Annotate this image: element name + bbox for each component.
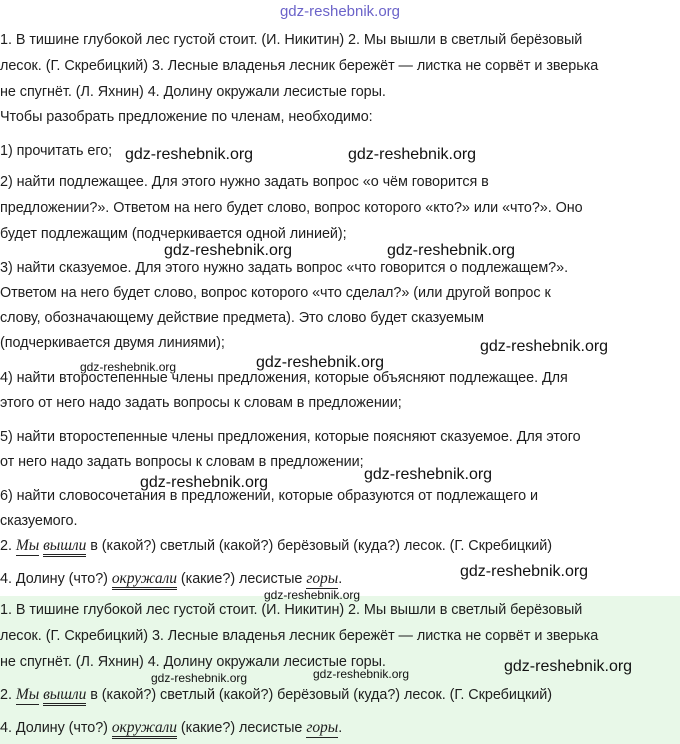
step-6-line-2: сказуемого. <box>0 513 78 529</box>
sentences-line-1: 1. В тишине глубокой лес густой стоит. (И. Никитин) 2. Мы вышли в светлый берёзовый <box>0 32 583 48</box>
step-5-line-2: от него надо задать вопросы к словам в предложении; <box>0 454 364 470</box>
step-1: 1) прочитать его; <box>0 143 113 159</box>
step-5-line-1: 5) найти второстепенные члены предложения, которые поясняют сказуемое. Для этого <box>0 429 581 445</box>
sentence-end: . <box>338 720 343 736</box>
sentence-rest: в (какой?) светлый (какой?) берёзовый (куда?) лесок. (Г. Скребицкий) <box>90 687 552 703</box>
subject-word: Мы <box>15 537 40 554</box>
sentence-middle: (какие?) лесистые <box>180 571 303 587</box>
site-header[interactable]: gdz-reshebnik.org <box>279 3 401 20</box>
answer-line-3: не спугнёт. (Л. Яхнин) 4. Долину окружали лесистые горы. <box>0 654 386 670</box>
watermark: gdz-reshebnik.org <box>364 466 493 483</box>
watermark: gdz-reshebnik.org <box>164 242 293 259</box>
step-2-line-2: предложении?». Ответом на него будет слово, вопрос которого «кто?» или «что?». Оно <box>0 200 583 216</box>
watermark: gdz-reshebnik.org <box>125 146 254 163</box>
step-4-line-1: 4) найти второстепенные члены предложения, которые объясняют подлежащее. Для <box>0 370 568 386</box>
watermark: gdz-reshebnik.org <box>480 338 609 355</box>
step-3-line-1: 3) найти сказуемое. Для этого нужно задать вопрос «что говорится о подлежащем?». <box>0 260 569 276</box>
watermark: gdz-reshebnik.org <box>80 360 177 374</box>
answer-parse-sentence-4 <box>0 718 680 738</box>
method-intro: Чтобы разобрать предложение по членам, необходимо: <box>0 109 373 125</box>
answer-line-1: 1. В тишине глубокой лес густой стоит. (И. Никитин) 2. Мы вышли в светлый берёзовый <box>0 602 583 618</box>
watermark: gdz-reshebnik.org <box>460 563 589 580</box>
parse-sentence-2 <box>0 536 680 556</box>
predicate-word: вышли <box>43 686 86 706</box>
predicate-word: вышли <box>43 537 86 557</box>
step-2-line-3: будет подлежащим (подчеркивается одной линией); <box>0 226 347 242</box>
watermark: gdz-reshebnik.org <box>313 667 410 681</box>
sentence-start: 4. Долину (что?) <box>0 720 108 736</box>
watermark: gdz-reshebnik.org <box>504 658 633 675</box>
sentence-rest: в (какой?) светлый (какой?) берёзовый (куда?) лесок. (Г. Скребицкий) <box>90 538 552 554</box>
sentences-line-2: лесок. (Г. Скребицкий) 3. Лесные владенья лесник бережёт — листка не сорвёт и зверька <box>0 58 599 74</box>
subject-word: Мы <box>15 686 40 703</box>
subject-word: горы <box>306 719 339 736</box>
step-2-line-1: 2) найти подлежащее. Для этого нужно задать вопрос «о чём говорится в <box>0 174 489 190</box>
watermark: gdz-reshebnik.org <box>348 146 477 163</box>
step-3-line-3: слову, обозначающему действие предмета). Это слово будет сказуемым <box>0 310 484 326</box>
step-3-line-4: (подчеркивается двумя линиями); <box>0 335 225 351</box>
sentence-number: 2. <box>0 687 12 703</box>
watermark: gdz-reshebnik.org <box>140 474 269 491</box>
step-3-line-2: Ответом на него будет слово, вопрос которого «что сделал?» (или другой вопрос к <box>0 285 551 301</box>
answer-line-2: лесок. (Г. Скребицкий) 3. Лесные владенья лесник бережёт — листка не сорвёт и зверька <box>0 628 599 644</box>
answer-parse-sentence-2 <box>0 685 680 705</box>
predicate-word: окружали <box>112 719 177 739</box>
watermark: gdz-reshebnik.org <box>264 588 361 602</box>
step-4-line-2: этого от него надо задать вопросы к словам в предложении; <box>0 395 402 411</box>
sentence-number: 2. <box>0 538 12 554</box>
sentence-start: 4. Долину (что?) <box>0 571 108 587</box>
sentence-middle: (какие?) лесистые <box>180 720 303 736</box>
watermark: gdz-reshebnik.org <box>151 671 248 685</box>
subject-word: горы <box>306 570 339 587</box>
predicate-word: окружали <box>112 570 177 590</box>
watermark: gdz-reshebnik.org <box>387 242 516 259</box>
step-6-line-1: 6) найти словосочетания в предложении, которые образуются от подлежащего и <box>0 488 539 504</box>
sentence-end: . <box>338 571 343 587</box>
sentences-line-3: не спугнёт. (Л. Яхнин) 4. Долину окружали лесистые горы. <box>0 84 386 100</box>
watermark: gdz-reshebnik.org <box>256 354 385 371</box>
